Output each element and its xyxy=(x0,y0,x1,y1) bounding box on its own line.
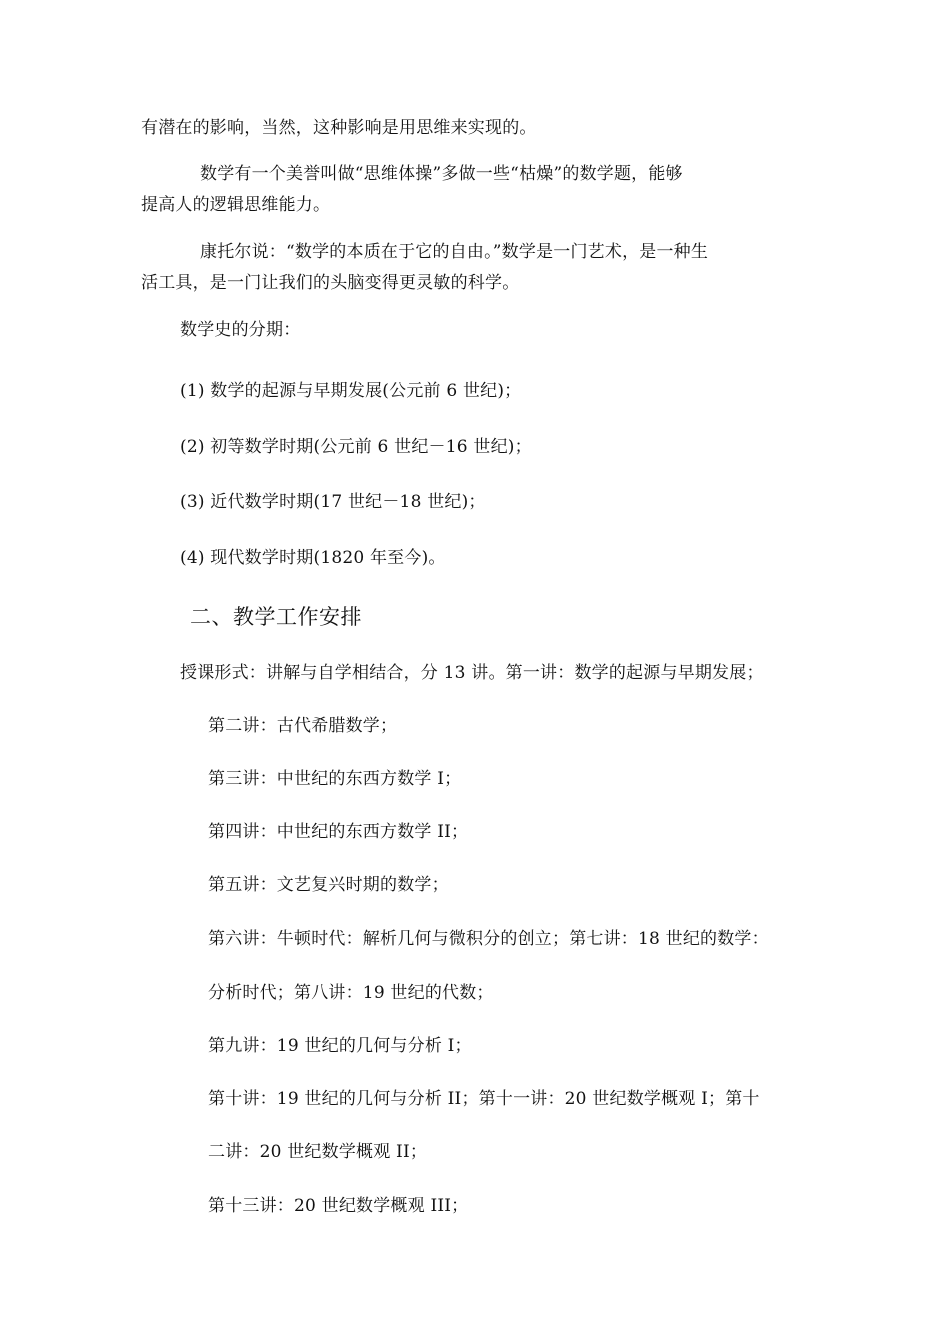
section-heading: 二、教学工作安排 xyxy=(190,605,362,629)
section-intro: 授课形式：讲解与自学相结合，分 13 讲。第一讲：数学的起源与早期发展； xyxy=(180,663,764,683)
lecture-line: 第二讲：古代希腊数学； xyxy=(208,716,398,736)
lecture-line: 第五讲：文艺复兴时期的数学； xyxy=(208,875,449,895)
lecture-line: 第九讲：19 世纪的几何与分析 I； xyxy=(208,1036,472,1056)
lecture-line: 第四讲：中世纪的东西方数学 II； xyxy=(208,822,469,842)
paragraph-line: 有潜在的影响，当然，这种影响是用思维来实现的。 xyxy=(141,118,537,138)
period-item: (4) 现代数学时期(1820 年至今)。 xyxy=(180,548,446,568)
period-item: (1) 数学的起源与早期发展(公元前 6 世纪)； xyxy=(180,381,522,401)
paragraph-line: 活工具，是一门让我们的头脑变得更灵敏的科学。 xyxy=(141,273,520,293)
period-item: (3) 近代数学时期(17 世纪－18 世纪)； xyxy=(180,492,486,512)
lecture-line: 第三讲：中世纪的东西方数学 I； xyxy=(208,769,462,789)
paragraph-line: 康托尔说：“数学的本质在于它的自由。”数学是一门艺术，是一种生 xyxy=(200,242,709,262)
paragraph-line: 数学有一个美誉叫做“思维体操”多做一些“枯燥”的数学题，能够 xyxy=(200,164,683,184)
lecture-line: 第十讲：19 世纪的几何与分析 II；第十一讲：20 世纪数学概观 I；第十 xyxy=(208,1089,760,1109)
lecture-line: 第十三讲：20 世纪数学概观 III； xyxy=(208,1196,469,1216)
lecture-line: 二讲：20 世纪数学概观 II； xyxy=(208,1142,428,1162)
periods-title: 数学史的分期： xyxy=(180,320,301,340)
period-item: (2) 初等数学时期(公元前 6 世纪－16 世纪)； xyxy=(180,437,532,457)
paragraph-line: 提高人的逻辑思维能力。 xyxy=(141,195,331,215)
lecture-line: 分析时代；第八讲：19 世纪的代数； xyxy=(208,983,494,1003)
lecture-line: 第六讲：牛顿时代：解析几何与微积分的创立；第七讲：18 世纪的数学： xyxy=(208,929,769,949)
